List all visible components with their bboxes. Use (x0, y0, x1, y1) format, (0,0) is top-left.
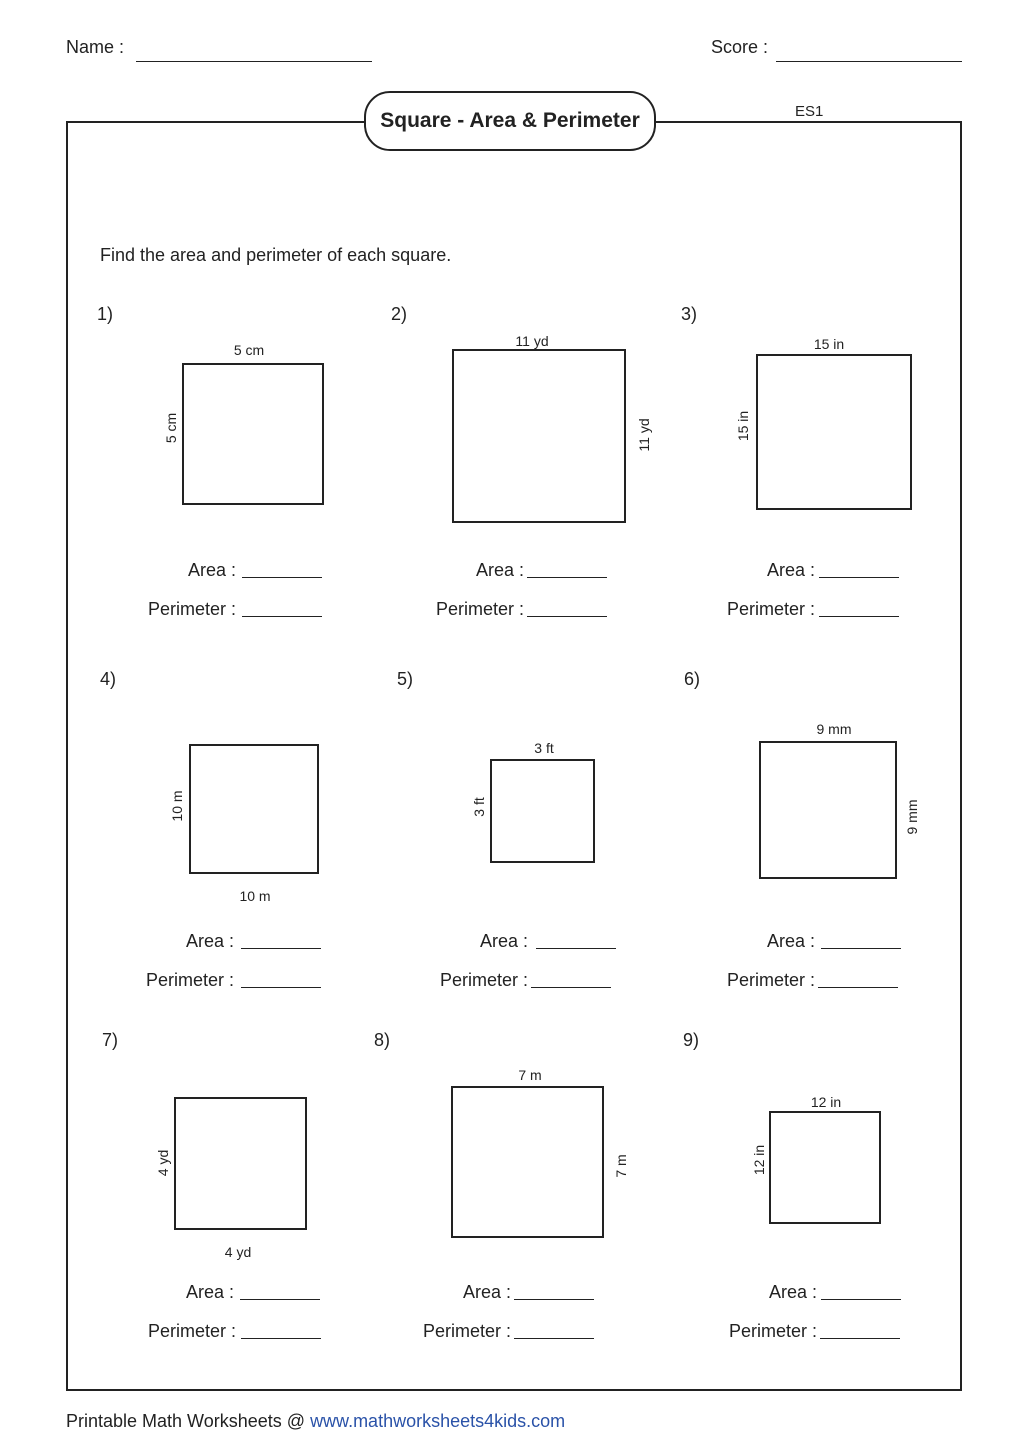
perimeter-answer-blank[interactable] (527, 616, 607, 617)
area-answer-blank[interactable] (241, 948, 321, 949)
problem-number: 6) (684, 669, 701, 689)
problem-number: 5) (397, 669, 414, 689)
area-label: Area : (766, 560, 815, 580)
problem-number: 1) (97, 304, 114, 324)
square (490, 759, 595, 863)
area-answer-blank[interactable] (819, 577, 899, 578)
top-dimension: 9 mm (816, 721, 852, 737)
side-dimension: 3 ft (471, 797, 487, 817)
area-answer-blank[interactable] (536, 948, 616, 949)
perimeter-answer-blank[interactable] (242, 616, 322, 617)
square (756, 354, 912, 510)
square (189, 744, 319, 874)
bottom-dimension: 10 m (239, 888, 271, 904)
side-dimension: 5 cm (163, 412, 179, 444)
top-dimension: 11 yd (515, 333, 549, 349)
area-label: Area : (187, 560, 236, 580)
perimeter-answer-blank[interactable] (514, 1338, 594, 1339)
worksheet-code: ES1 (795, 103, 824, 120)
perimeter-answer-blank[interactable] (818, 987, 898, 988)
perimeter-label: Perimeter : (728, 1321, 817, 1341)
footer (66, 1411, 565, 1432)
side-dimension: 15 in (735, 410, 751, 442)
square (452, 349, 626, 523)
perimeter-answer-blank[interactable] (531, 987, 611, 988)
footer-text: Printable Math Worksheets @ (66, 1411, 306, 1431)
top-dimension: 7 m (518, 1067, 542, 1083)
score-label: Score : (711, 37, 769, 57)
area-answer-blank[interactable] (821, 948, 901, 949)
perimeter-label: Perimeter : (726, 599, 815, 619)
square (759, 741, 897, 879)
area-answer-blank[interactable] (527, 577, 607, 578)
instruction: Find the area and perimeter of each square. (100, 245, 452, 265)
perimeter-label: Perimeter : (435, 599, 524, 619)
top-dimension: 5 cm (233, 342, 265, 358)
perimeter-answer-blank[interactable] (820, 1338, 900, 1339)
score-blank[interactable] (776, 61, 962, 62)
top-dimension: 15 in (813, 336, 845, 352)
side-dimension: 7 m (613, 1154, 629, 1178)
perimeter-label: Perimeter : (147, 1321, 236, 1341)
problem-number: 4) (100, 669, 117, 689)
area-label: Area : (475, 560, 524, 580)
area-answer-blank[interactable] (240, 1299, 320, 1300)
top-dimension: 3 ft (534, 740, 554, 756)
problem-number: 8) (374, 1030, 391, 1050)
square (451, 1086, 604, 1238)
area-answer-blank[interactable] (514, 1299, 594, 1300)
area-answer-blank[interactable] (821, 1299, 901, 1300)
area-answer-blank[interactable] (242, 577, 322, 578)
bottom-dimension: 4 yd (224, 1244, 252, 1260)
problem-number: 2) (391, 304, 408, 324)
side-dimension: 12 in (751, 1144, 767, 1176)
square (769, 1111, 881, 1224)
top-dimension: 12 in (810, 1094, 842, 1110)
problem-number: 9) (683, 1030, 700, 1050)
perimeter-label: Perimeter : (439, 970, 528, 990)
area-label: Area : (768, 1282, 817, 1302)
perimeter-answer-blank[interactable] (819, 616, 899, 617)
area-label: Area : (462, 1282, 511, 1302)
problem-number: 3) (681, 304, 698, 324)
perimeter-label: Perimeter : (422, 1321, 511, 1341)
area-label: Area : (185, 931, 234, 951)
square (174, 1097, 307, 1230)
side-dimension: 4 yd (155, 1149, 171, 1177)
perimeter-answer-blank[interactable] (241, 987, 321, 988)
area-label: Area : (185, 1282, 234, 1302)
square (182, 363, 324, 505)
perimeter-answer-blank[interactable] (241, 1338, 321, 1339)
problem-number: 7) (102, 1030, 119, 1050)
side-dimension: 11 yd (636, 418, 652, 452)
name-label: Name : (66, 37, 125, 57)
worksheet-title: Square - Area & Perimeter (364, 91, 656, 151)
perimeter-label: Perimeter : (726, 970, 815, 990)
perimeter-label: Perimeter : (145, 970, 234, 990)
side-dimension: 10 m (169, 790, 185, 822)
footer-link[interactable]: www.mathworksheets4kids.com (310, 1411, 566, 1431)
area-label: Area : (766, 931, 815, 951)
perimeter-label: Perimeter : (147, 599, 236, 619)
name-blank[interactable] (136, 61, 372, 62)
area-label: Area : (479, 931, 528, 951)
side-dimension: 9 mm (904, 799, 920, 835)
